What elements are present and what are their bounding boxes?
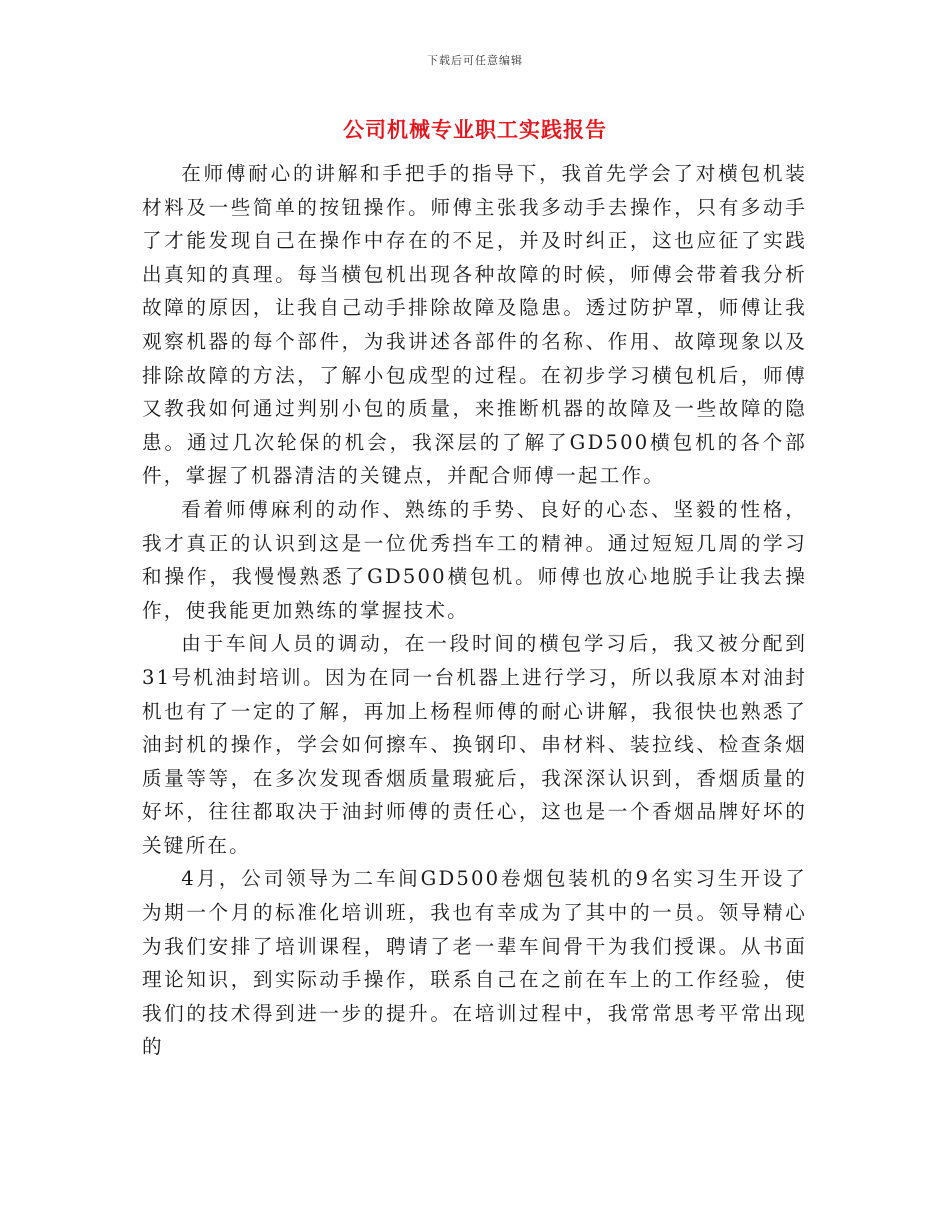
paragraph: 由于车间人员的调动，在一段时间的横包学习后，我又被分配到31号机油封培训。因为在同一台机器上进行学习，所以我原本对油封机也有了一定的了解，再加上杨程师傅的耐心讲解，我很快也熟悉了油封机的操作，学会如何擦车、换钢印、串材料、装拉线、检查条烟质量等等，在多次发现香烟质量瑕疵后，我深深认识到，香烟质量的好坏，往往都取决于油封师傅的责任心，这也是一个香烟品牌好坏的关键所在。 — [142, 632, 807, 857]
paragraph: 看着师傅麻利的动作、熟练的手势、良好的心态、坚毅的性格，我才真正的认识到这是一位优秀挡车工的精神。通过短短几周的学习和操作，我慢慢熟悉了GD500横包机。师傅也放心地脱手让我去操作，使我能更加熟练的掌握技术。 — [142, 497, 807, 622]
paragraph: 在师傅耐心的讲解和手把手的指导下，我首先学会了对横包机装材料及一些简单的按钮操作。师傅主张我多动手去操作，只有多动手了才能发现自己在操作中存在的不足，并及时纠正，这也应征了实践出真知的真理。每当横包机出现各种故障的时候，师傅会带着我分析故障的原因，让我自己动手排除故障及隐患。透过防护罩，师傅让我观察机器的每个部件，为我讲述各部件的名称、作用、故障现象以及排除故障的方法，了解小包成型的过程。在初步学习横包机后，师傅又教我如何通过判别小包的质量，来推断机器的故障及一些故障的隐患。通过几次轮保的机会，我深层的了解了GD500横包机的各个部件，掌握了机器清洁的关键点，并配合师傅一起工作。 — [142, 162, 807, 488]
paragraph: 4月，公司领导为二车间GD500卷烟包装机的9名实习生开设了为期一个月的标准化培训班，我也有幸成为了其中的一员。领导精心为我们安排了培训课程，聘请了老一辈车间骨干为我们授课。从书面理论知识，到实际动手操作，联系自己在之前在车上的工作经验，使我们的技术得到进一步的提升。在培训过程中，我常常思考平常出现的 — [142, 867, 807, 1059]
document-body — [142, 157, 807, 1064]
document-title: 公司机械专业职工实践报告 — [343, 117, 607, 142]
page-header-note: 下载后可任意编辑 — [427, 54, 523, 67]
